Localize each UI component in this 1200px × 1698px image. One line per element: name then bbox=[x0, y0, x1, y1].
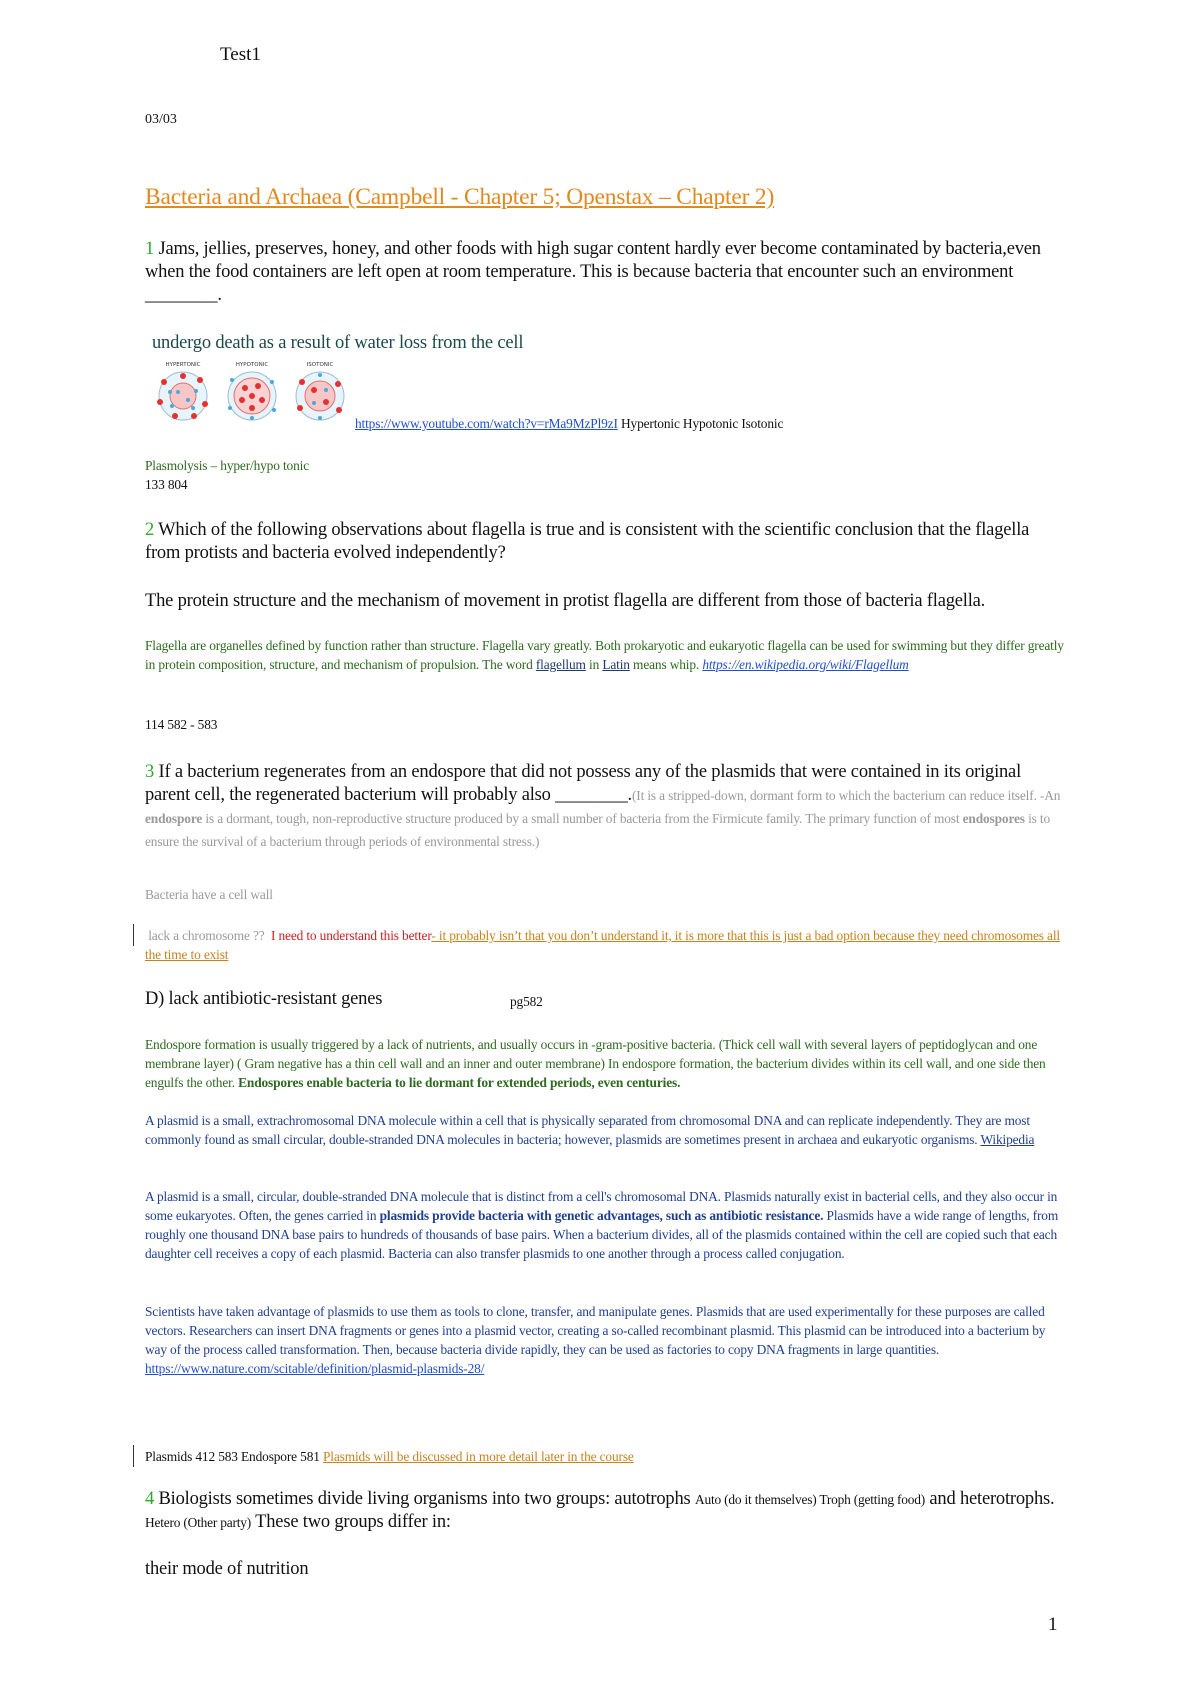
document-date: 03/03 bbox=[145, 112, 177, 127]
question-1 bbox=[145, 238, 1065, 307]
note-2 bbox=[145, 636, 1065, 674]
gloss-heterotroph: Hetero (Other party) bbox=[145, 1515, 252, 1530]
question-number: 1 bbox=[145, 239, 155, 259]
note-text-in: in bbox=[589, 657, 600, 672]
plasmid-note-2 bbox=[145, 1302, 1065, 1378]
video-reference bbox=[355, 414, 783, 433]
note-link-flagellum[interactable]: flagellum bbox=[535, 657, 586, 672]
hypotonic-cell bbox=[228, 372, 276, 420]
page-refs-2: 114 582 - 583 bbox=[145, 717, 218, 732]
plasmid-wiki-text: A plasmid is a small, extrachromosomal DNA molecule within a cell that is physically separated from chromosomal DNA and can replicate independently. They are most commonly found as small circular, double-stranded DNA molecules in bacteria; however, plasmids are sometimes present in archaea and eukaryotic organisms. bbox=[145, 1113, 1030, 1147]
tutor-comment: - it probably isn’t that you don’t understand it, it is more that this is just a bad option because they need chromosomes all the time to exist bbox=[145, 928, 1060, 962]
plasmid-note-text: Plasmids have a wide range of lengths, from roughly one thousand DNA base pairs to hundreds of thousands of base pairs. When a bacterium divides, all of the plasmids contained within the cell are copied such that each daughter cell receives a copy of each plasmid. Bacteria can also transfer plasmids to one another through a process called conjugation. bbox=[145, 1208, 1059, 1261]
question-3 bbox=[145, 761, 1065, 853]
answer-3-page: pg582 bbox=[510, 994, 543, 1009]
note-1: Plasmolysis – hyper/hypo tonic bbox=[145, 458, 309, 473]
comment-change-bar bbox=[133, 924, 134, 946]
figure-label-isotonic: ISOTONIC bbox=[306, 362, 334, 368]
note-text: Flagella are organelles defined by function rather than structure. Flagella vary greatly. Both prokaryotic and eukaryotic flagella can be used for swimming but they differ greatly in protein composition, structure, and mechanism of propulsion. The word bbox=[145, 638, 1064, 672]
wikipedia-flagellum-link[interactable]: https://en.wikipedia.org/wiki/Flagellum bbox=[702, 657, 909, 672]
note-link-latin[interactable]: Latin bbox=[602, 657, 630, 672]
page-refs-3 bbox=[145, 1447, 634, 1466]
note-text-whip: whip. bbox=[669, 657, 700, 672]
definition-text: is to ensure the survival of a bacterium through periods of environmental stress.) bbox=[145, 811, 1051, 849]
plasmid-note-bold: plasmids provide bacteria with genetic advantages, such as antibiotic resistance. bbox=[379, 1208, 824, 1223]
plasmid-note-text: Scientists have taken advantage of plasmids to use them as tools to clone, transfer, and manipulate genes. Plasmids that are used experimentally for these purposes are called vectors. Researchers can insert DNA fragments or genes into a plasmid vector, creating a so-called recombinant plasmid. This plasmid can be introduced into a bacterium by way of the process called transformation. Then, because bacteria divide rapidly, they can be used as factories to copy DNA fragments in large quantities. bbox=[145, 1304, 1046, 1357]
video-caption: Hypertonic Hypotonic Isotonic bbox=[621, 416, 784, 431]
gloss-autotroph: Auto (do it themselves) Troph (getting food) bbox=[694, 1492, 925, 1507]
plasmid-note-text: A plasmid is a small, circular, double-stranded DNA molecule that is distinct from a cell's chromosomal DNA. Plasmids naturally exist in bacterial cells, and they also occur in some eukaryotes. Often, the genes carried in bbox=[145, 1189, 1058, 1223]
definition-bold: endospore bbox=[145, 811, 203, 826]
question-4 bbox=[145, 1488, 1065, 1534]
comment-change-bar bbox=[133, 1445, 134, 1467]
definition-bold: endospores bbox=[962, 811, 1025, 826]
page-refs-1: 133 804 bbox=[145, 477, 188, 492]
answer-3: D) lack antibiotic-resistant genes bbox=[145, 989, 383, 1009]
endospore-note-text: Endospore formation is usually triggered by a lack of nutrients, and usually occurs in -gram-positive bacteria. (Thick cell wall with several layers of peptidoglycan and one membrane layer) ( Gram negative has a thin cell wall and an inner and outer membrane) In endospore formation, the bacterium divides within its cell wall, and one side then engulfs the other. bbox=[145, 1037, 1046, 1090]
question-2 bbox=[145, 519, 1065, 565]
note-text-means: means bbox=[633, 657, 667, 672]
question-text: Which of the following observations about flagella is true and is consistent with the scientific conclusion that the flagella from protists and bacteria evolved independently? bbox=[145, 520, 1030, 563]
definition-text: (It is a stripped-down, dormant form to which the bacterium can reduce itself. -An bbox=[631, 788, 1061, 803]
student-remark: I need to understand this better bbox=[270, 928, 432, 943]
nature-plasmid-link[interactable]: https://www.nature.com/scitable/definition/plasmid-plasmids-28/ bbox=[145, 1361, 485, 1376]
question-text: Biologists sometimes divide living organisms into two groups: autotrophs bbox=[158, 1489, 691, 1509]
question-text: If a bacterium regenerates from an endospore that did not possess any of the plasmids that were contained in its original parent cell, the regenerated bacterium will probably also ________. bbox=[145, 762, 1022, 805]
video-link[interactable]: https://www.youtube.com/watch?v=rMa9MzPl9zI bbox=[355, 416, 618, 431]
question-number: 4 bbox=[145, 1489, 155, 1509]
question-number: 3 bbox=[145, 762, 155, 782]
section-title: Bacteria and Archaea (Campbell - Chapter 5; Openstax – Chapter 2) bbox=[145, 184, 775, 210]
wikipedia-link[interactable]: Wikipedia bbox=[980, 1132, 1035, 1147]
answer-2: The protein structure and the mechanism of movement in protist flagella are different from those of bacteria flagella. bbox=[145, 591, 986, 611]
question-text: These two groups differ in: bbox=[255, 1512, 451, 1532]
isotonic-cell bbox=[296, 372, 344, 420]
page-refs-text: Plasmids 412 583 Endospore 581 bbox=[145, 1449, 320, 1464]
figure-label-hypertonic: HYPERTONIC bbox=[165, 362, 201, 368]
question-text: and heterotrophs. bbox=[929, 1489, 1055, 1509]
plasmid-wiki-note bbox=[145, 1111, 1065, 1149]
tutor-comment: Plasmids will be discussed in more detail later in the course bbox=[323, 1449, 634, 1464]
definition-text: is a dormant, tough, non-reproductive structure produced by a small number of bacteria from the Firmicute family. The primary function of most bbox=[205, 811, 960, 826]
option-lack-chromosome bbox=[145, 926, 1065, 964]
question-text: Jams, jellies, preserves, honey, and other foods with high sugar content hardly ever become contaminated by bacteria,even when the food containers are left open at room temperature. This is because bacteria that encounter such an environment ________. bbox=[145, 239, 1041, 305]
option-text: lack a chromosome ?? bbox=[148, 928, 265, 943]
plasmid-note-1 bbox=[145, 1187, 1065, 1263]
hypertonic-cell bbox=[157, 372, 208, 420]
figure-label-hypotonic: HYPOTONIC bbox=[235, 362, 269, 368]
option-cell-wall: Bacteria have a cell wall bbox=[145, 887, 273, 902]
page-number: 1 bbox=[1048, 1614, 1058, 1635]
question-number: 2 bbox=[145, 520, 155, 540]
endospore-note bbox=[145, 1035, 1065, 1092]
answer-4: their mode of nutrition bbox=[145, 1559, 309, 1579]
tonicity-cells-figure bbox=[150, 358, 360, 423]
document-title: Test1 bbox=[220, 44, 261, 65]
answer-1: undergo death as a result of water loss from the cell bbox=[152, 333, 524, 353]
endospore-note-bold: Endospores enable bacteria to lie dormant for extended periods, even centuries. bbox=[238, 1075, 681, 1090]
